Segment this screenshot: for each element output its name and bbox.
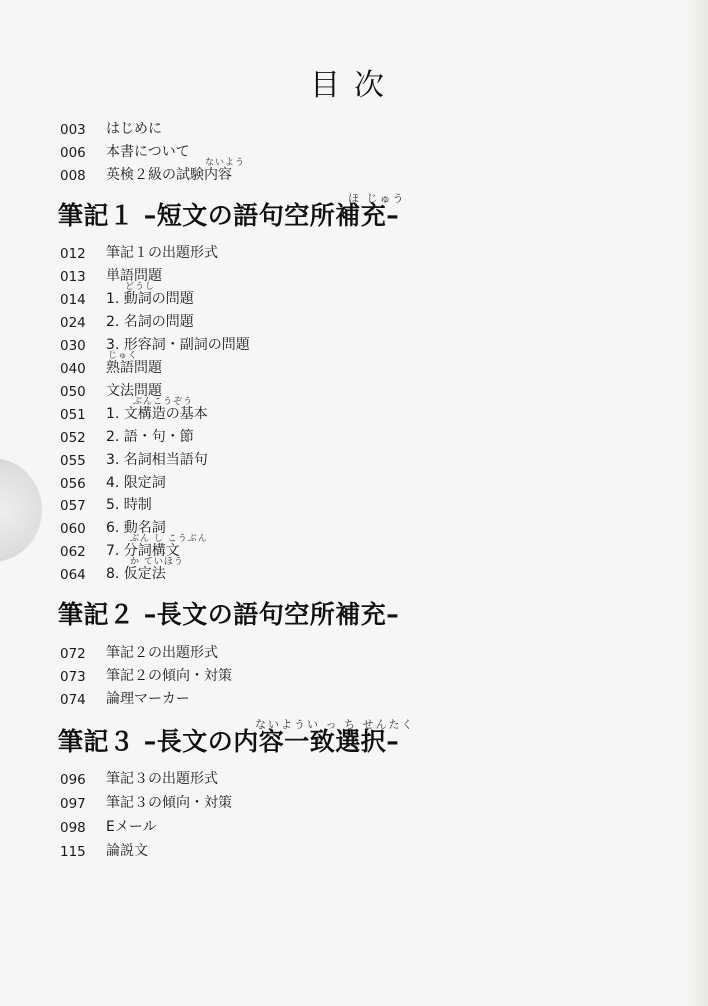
- toc-entry[interactable]: [60, 470, 166, 492]
- toc-entry[interactable]: [60, 790, 232, 812]
- toc-entry[interactable]: [60, 309, 194, 331]
- page-number: 030: [60, 338, 86, 354]
- entry-title: 6. 動名詞: [106, 520, 166, 536]
- furigana: ほ じゅう: [348, 192, 406, 205]
- furigana: ぶんこうぞう: [133, 397, 194, 407]
- entry-title: 筆記３の出題形式: [106, 771, 218, 787]
- entry-title: 2. 語・句・節: [106, 429, 194, 445]
- entry-title: 3. 名詞相当語句: [106, 452, 208, 468]
- toc-entry[interactable]: [60, 766, 218, 788]
- toc-entry[interactable]: [60, 663, 232, 685]
- furigana: じゅく: [108, 351, 139, 361]
- page-number: 074: [60, 692, 86, 708]
- toc-entry[interactable]: [60, 401, 208, 423]
- toc-entry[interactable]: [60, 424, 194, 446]
- furigana: ぶん し こうぶん: [130, 534, 208, 544]
- page-number: 013: [60, 269, 86, 285]
- page-number: 096: [60, 772, 86, 788]
- toc-entry[interactable]: [60, 240, 218, 262]
- entry-title: 1. 文構造の基本: [106, 406, 208, 422]
- section-heading: 筆記３ –長文の内容一致選択–: [58, 727, 400, 756]
- page-edge: [686, 0, 708, 1006]
- entry-title: 8. 仮定法: [106, 566, 166, 582]
- toc-entry[interactable]: [60, 640, 218, 662]
- furigana: ないようい っ ち せんたく: [255, 718, 415, 731]
- page-number: 072: [60, 646, 86, 662]
- entry-title: 熟語問題: [106, 360, 162, 376]
- page-number: 057: [60, 498, 86, 514]
- page-number: 006: [60, 145, 86, 161]
- entry-title: 論理マーカー: [106, 691, 190, 707]
- page-number: 062: [60, 544, 86, 560]
- toc-entry[interactable]: [60, 838, 148, 860]
- entry-title: はじめに: [106, 121, 162, 137]
- page-number: 115: [60, 844, 86, 860]
- toc-entry[interactable]: [60, 686, 190, 708]
- entry-title: 論説文: [106, 843, 148, 859]
- toc-entry[interactable]: [60, 116, 162, 138]
- page-number: 050: [60, 384, 86, 400]
- page-title: 目次: [310, 68, 398, 104]
- entry-title: 4. 限定詞: [106, 475, 166, 491]
- page-number: 014: [60, 292, 86, 308]
- page-number: 003: [60, 122, 86, 138]
- page-number: 098: [60, 820, 86, 836]
- entry-title: 7. 分詞構文: [106, 543, 180, 559]
- section-heading: 筆記１ –短文の語句空所補充–: [58, 201, 400, 230]
- toc-entry[interactable]: [60, 332, 250, 354]
- entry-title: 3. 形容詞・副詞の問題: [106, 337, 250, 353]
- entry-title: 筆記２の傾向・対策: [106, 668, 232, 684]
- page-number: 012: [60, 246, 86, 262]
- entry-title: 5. 時制: [106, 497, 152, 513]
- toc-entry[interactable]: [60, 355, 162, 377]
- entry-title: Eメール: [106, 819, 157, 835]
- toc-entry[interactable]: [60, 162, 232, 184]
- furigana: どうし: [125, 282, 156, 292]
- furigana: ないよう: [205, 158, 246, 168]
- toc-entry[interactable]: [60, 139, 190, 161]
- entry-title: 2. 名詞の問題: [106, 314, 194, 330]
- page-number: 052: [60, 430, 86, 446]
- entry-title: 筆記１の出題形式: [106, 245, 218, 261]
- entry-title: 筆記３の傾向・対策: [106, 795, 232, 811]
- toc-entry[interactable]: [60, 447, 208, 469]
- toc-entry[interactable]: [60, 492, 152, 514]
- page-number: 056: [60, 476, 86, 492]
- toc-entry[interactable]: [60, 814, 157, 836]
- entry-title: 筆記２の出題形式: [106, 645, 218, 661]
- page-number: 024: [60, 315, 86, 331]
- page-shadow: [0, 458, 42, 562]
- furigana: か ていほう: [130, 557, 184, 567]
- toc-entry[interactable]: [60, 561, 166, 583]
- page-number: 040: [60, 361, 86, 377]
- page-number: 073: [60, 669, 86, 685]
- entry-title: 文法問題: [106, 383, 162, 399]
- entry-title: 英検２級の試験内容: [106, 167, 232, 183]
- entry-title: 1. 動詞の問題: [106, 291, 194, 307]
- section-heading: 筆記２ –長文の語句空所補充–: [58, 600, 400, 629]
- page-number: 055: [60, 453, 86, 469]
- entry-title: 単語問題: [106, 268, 162, 284]
- page-number: 051: [60, 407, 86, 423]
- toc-entry[interactable]: [60, 286, 194, 308]
- page-number: 008: [60, 168, 86, 184]
- page-number: 060: [60, 521, 86, 537]
- page-number: 064: [60, 567, 86, 583]
- entry-title: 本書について: [106, 144, 190, 160]
- page-number: 097: [60, 796, 86, 812]
